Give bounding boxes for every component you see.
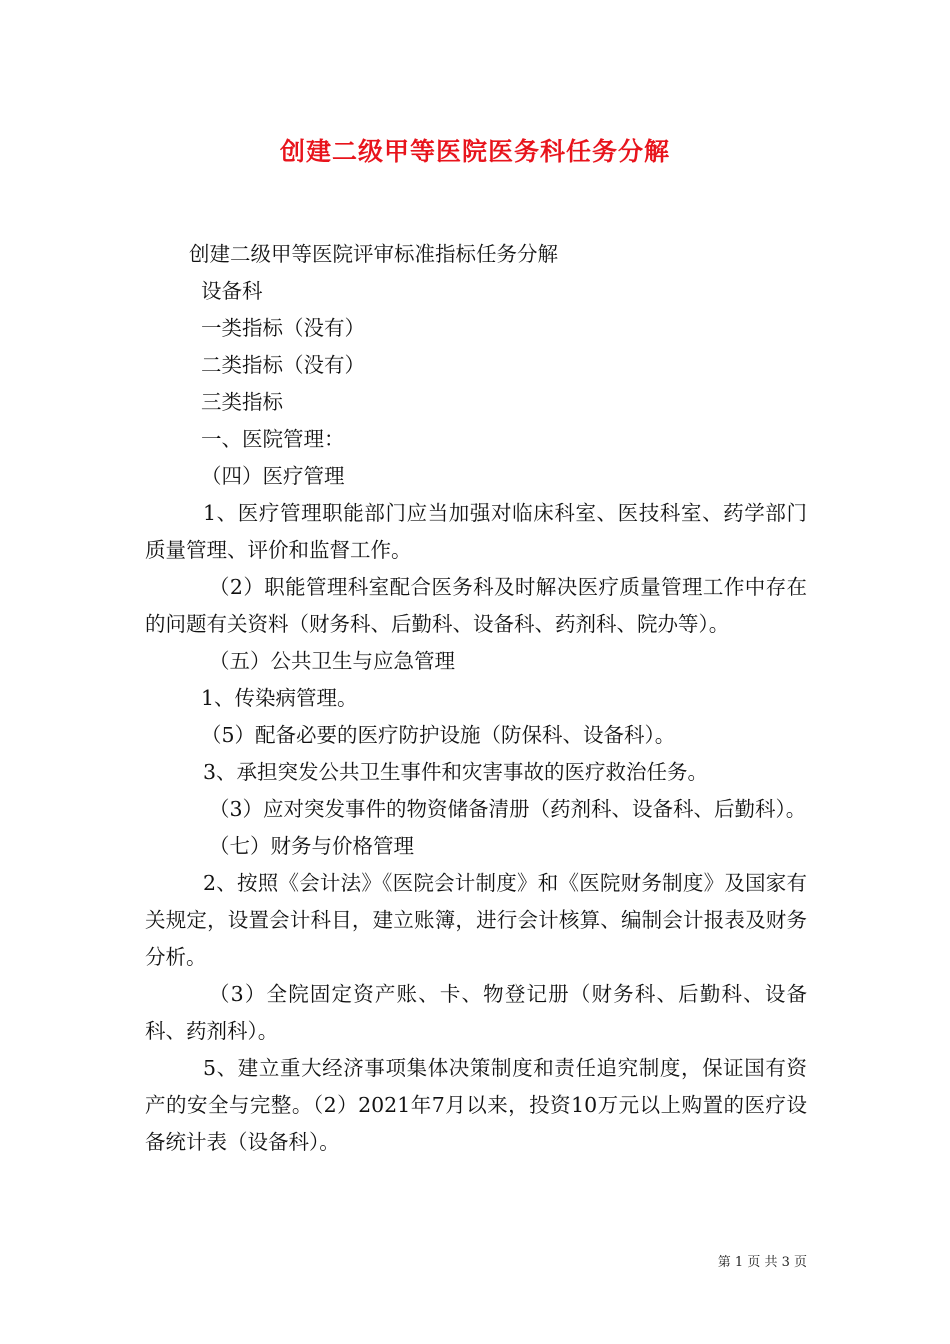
paragraph-class-3: 三类指标	[201, 390, 283, 414]
paragraph-subsection-7: （七）财务与价格管理	[209, 834, 414, 858]
paragraph-item: 3、承担突发公共卫生事件和灾害事故的医疗救治任务。	[203, 760, 709, 784]
paragraph-subsection-4: （四）医疗管理	[201, 464, 345, 488]
paragraph-item: 1、医疗管理职能部门应当加强对临床科室、医技科室、药学部门质量管理、评价和监督工作。	[145, 501, 807, 562]
paragraph-item: （3）应对突发事件的物资储备清册（药剂科、设备科、后勤科）。	[209, 797, 807, 821]
paragraph-subsection-5: （五）公共卫生与应急管理	[209, 649, 455, 673]
document-body	[145, 236, 807, 1161]
paragraph-item: 5、建立重大经济事项集体决策制度和责任追究制度，保证国有资产的安全与完整。（2）2021年7月以来，投资10万元以上购置的医疗设备统计表（设备科）。	[145, 1056, 807, 1154]
page-number-footer: 第 1 页 共 3 页	[717, 1255, 807, 1270]
paragraph-item: （5）配备必要的医疗防护设施（防保科、设备科）。	[201, 723, 676, 747]
paragraph-section-1: 一、医院管理：	[201, 427, 345, 451]
paragraph-department: 设备科	[201, 279, 263, 303]
paragraph-item: 2、按照《会计法》《医院会计制度》和《医院财务制度》及国家有关规定，设置会计科目，建立账簿，进行会计核算、编制会计报表及财务分析。	[145, 871, 807, 969]
paragraph-class-2: 二类指标（没有）	[201, 353, 365, 377]
paragraph-subtitle: 创建二级甲等医院评审标准指标任务分解	[189, 242, 558, 266]
paragraph-item: （3）全院固定资产账、卡、物登记册（财务科、后勤科、设备科、药剂科）。	[145, 982, 807, 1043]
document-title: 创建二级甲等医院医务科任务分解	[279, 137, 670, 166]
paragraph-item: （2）职能管理科室配合医务科及时解决医疗质量管理工作中存在的问题有关资料（财务科、后勤科、设备科、药剂科、院办等）。	[145, 575, 807, 636]
paragraph-item: 1、传染病管理。	[201, 686, 358, 710]
paragraph-class-1: 一类指标（没有）	[201, 316, 365, 340]
